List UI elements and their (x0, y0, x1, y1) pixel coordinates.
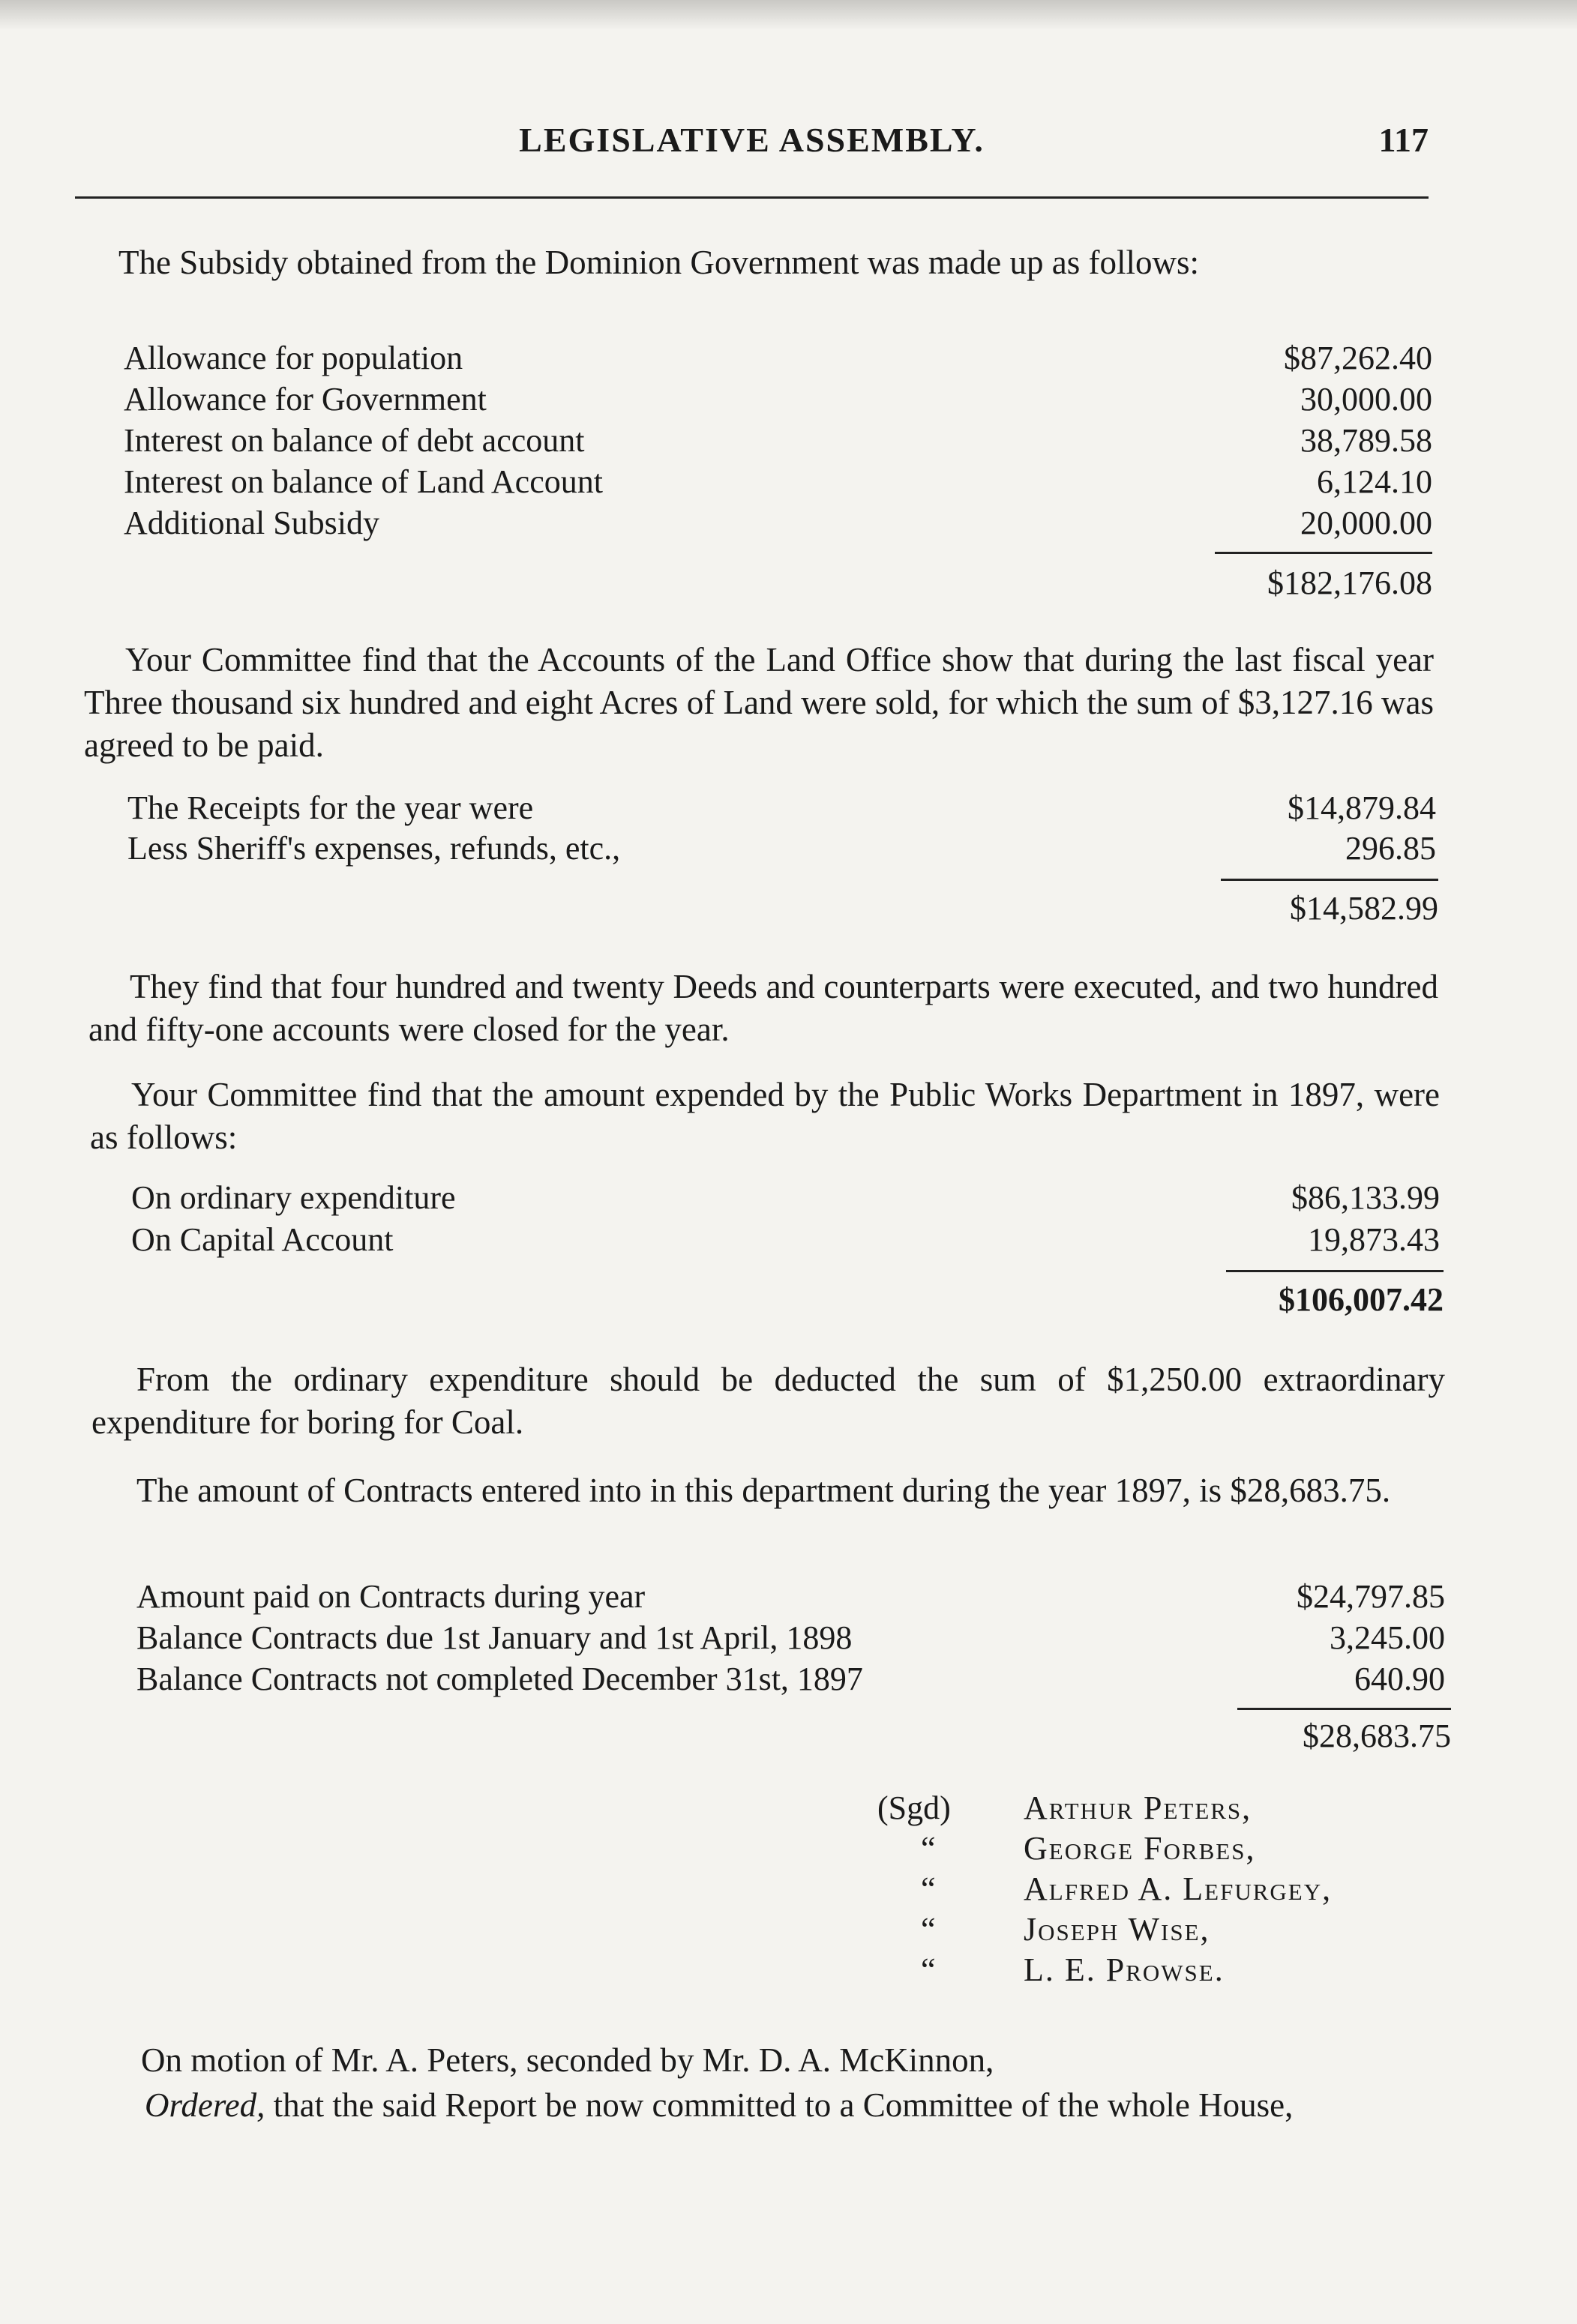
row-label: Less Sheriff's expenses, refunds, etc., (127, 830, 621, 867)
scan-edge-shading (0, 0, 1577, 30)
signatory-name: Joseph Wise, (1024, 1911, 1210, 1948)
sum-rule (1215, 552, 1432, 554)
ditto-mark: “ (921, 1830, 936, 1867)
row-amount: 19,873.43 (1308, 1221, 1440, 1258)
row-amount: 6,124.10 (1317, 463, 1432, 500)
row-amount: $24,797.85 (1297, 1578, 1445, 1615)
row-label: The Receipts for the year were (127, 789, 534, 826)
subsidy-row (124, 461, 1432, 503)
signatory-name: Alfred A. Lefurgey, (1024, 1870, 1333, 1907)
row-label: Allowance for Government (124, 381, 487, 418)
row-label: Interest on balance of Land Account (124, 463, 603, 500)
subsidy-row (124, 337, 1432, 379)
contracts-row (136, 1576, 1445, 1618)
signature-line (877, 1787, 1470, 1829)
row-label: Amount paid on Contracts during year (136, 1578, 646, 1615)
land-office-total: $14,582.99 (1290, 890, 1438, 927)
row-label: Additional Subsidy (124, 505, 380, 541)
header-rule (75, 196, 1429, 199)
signatory-name: Arthur Peters, (1024, 1789, 1252, 1826)
signed-prefix: (Sgd) (877, 1789, 951, 1826)
sum-rule (1237, 1708, 1451, 1710)
row-amount: 296.85 (1345, 830, 1436, 867)
land-office-row (127, 787, 1436, 829)
ditto-mark: “ (921, 1870, 936, 1907)
public-works-total: $106,007.42 (1279, 1281, 1444, 1318)
subsidy-total: $182,176.08 (1267, 565, 1432, 601)
row-label: Balance Contracts due 1st January and 1st April, 1898 (136, 1619, 853, 1656)
subsidy-row (124, 420, 1432, 462)
land-office-paragraph: Your Committee find that the Accounts of the Land Office show that during the last fiscal year Three thousand six hundred and eight Acres of Land were sold, for which the sum of $3,127.16 was agreed to be paid. (84, 641, 1434, 764)
row-amount: 20,000.00 (1300, 505, 1432, 541)
subsidy-row (124, 379, 1432, 421)
contracts-intro: The amount of Contracts entered into in this department during the year 1897, is $28,683.75. (136, 1472, 1391, 1509)
page-title: LEGISLATIVE ASSEMBLY. (519, 121, 985, 159)
sum-rule (1226, 1270, 1444, 1272)
row-label: Interest on balance of debt account (124, 422, 585, 459)
contracts-total: $28,683.75 (1303, 1718, 1451, 1754)
public-works-row (131, 1219, 1440, 1261)
subsidy-intro: The Subsidy obtained from the Dominion Government was made up as follows: (118, 244, 1200, 281)
deduction-paragraph: From the ordinary expenditure should be deducted the sum of $1,250.00 extraordinary expenditure for boring for Coal. (91, 1361, 1445, 1441)
signature-line (921, 1868, 1468, 1910)
page-number: 117 (1378, 121, 1429, 159)
land-office-row (127, 828, 1436, 870)
row-label: Allowance for population (124, 340, 463, 376)
page-header (75, 120, 1429, 165)
deeds-paragraph: They find that four hundred and twenty Deeds and counterparts were executed, and two hundred and fifty-one accounts were closed for the year. (88, 968, 1438, 1048)
motion-paragraph: On motion of Mr. A. Peters, seconded by Mr. D. A. McKinnon, (141, 2041, 994, 2079)
contracts-row (136, 1617, 1445, 1659)
row-amount: 38,789.58 (1300, 422, 1432, 459)
row-amount: $14,879.84 (1288, 789, 1436, 826)
signatory-name: George Forbes, (1024, 1830, 1256, 1867)
row-label: Balance Contracts not completed December 31st, 1897 (136, 1661, 863, 1697)
signature-line (921, 1828, 1468, 1870)
ditto-mark: “ (921, 1951, 936, 1988)
row-amount: $87,262.40 (1284, 340, 1432, 376)
signature-line (921, 1909, 1468, 1951)
row-label: On Capital Account (131, 1221, 394, 1258)
row-amount: 640.90 (1354, 1661, 1445, 1697)
ordered-paragraph (101, 2084, 1459, 2127)
signatory-name: L. E. Prowse. (1024, 1951, 1225, 1988)
row-label: On ordinary expenditure (131, 1179, 456, 1216)
ordered-label: Ordered, (145, 2086, 265, 2124)
ordered-text: that the said Report be now committed to a Committee of the whole House, (273, 2086, 1294, 2124)
row-amount: 3,245.00 (1330, 1619, 1445, 1656)
public-works-intro: Your Committee find that the amount expended by the Public Works Department in 1897, were as follows: (90, 1076, 1440, 1156)
signature-line (921, 1949, 1468, 1991)
contracts-row (136, 1658, 1445, 1700)
ditto-mark: “ (921, 1911, 936, 1948)
sum-rule (1221, 879, 1438, 881)
public-works-row (131, 1177, 1440, 1219)
subsidy-row (124, 502, 1432, 544)
row-amount: 30,000.00 (1300, 381, 1432, 418)
row-amount: $86,133.99 (1291, 1179, 1440, 1216)
